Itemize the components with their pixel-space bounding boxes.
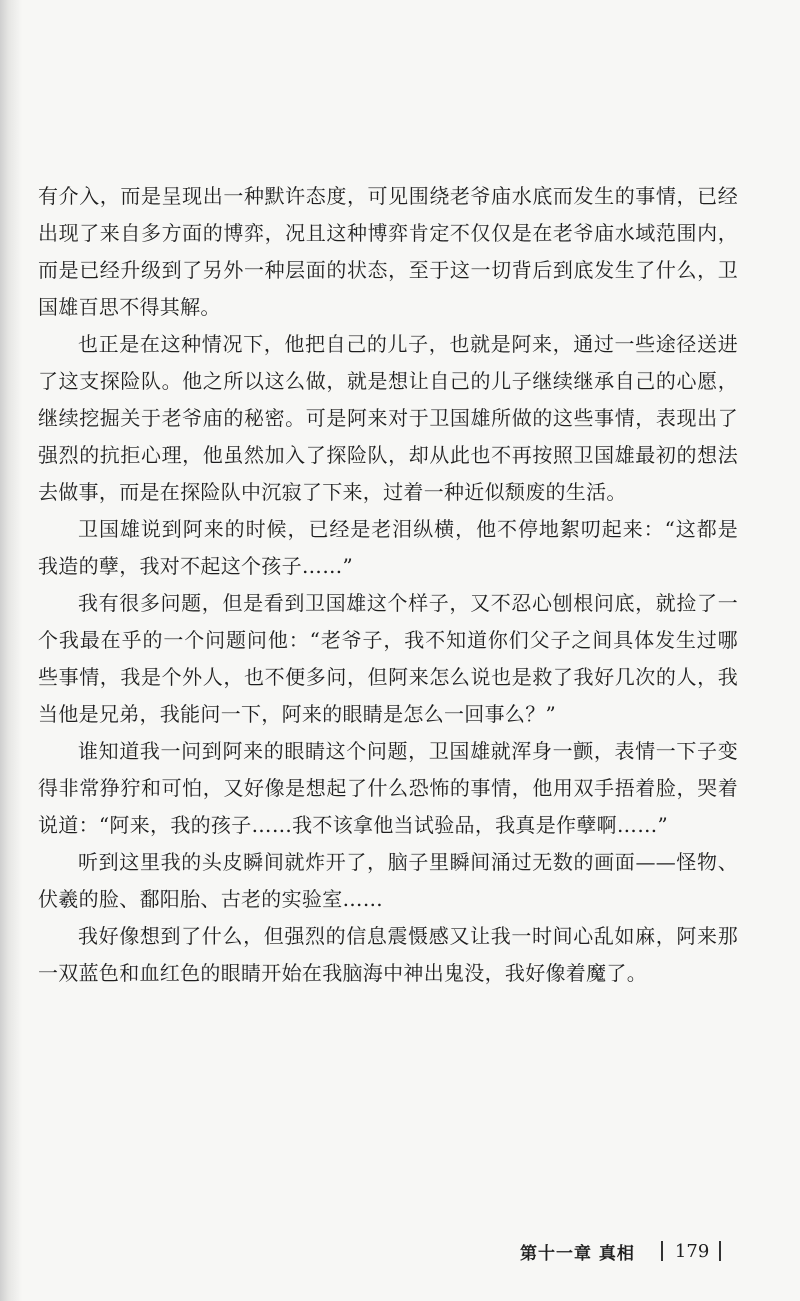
body-text	[38, 178, 738, 992]
chapter-title: 第十一章 真相	[520, 1243, 635, 1264]
page-gutter-shadow	[0, 0, 22, 1301]
paragraph: 也正是在这种情况下，他把自己的儿子，也就是阿来，通过一些途径送进了这支探险队。他之所以这么做，就是想让自己的儿子继续继承自己的心愿，继续挖掘关于老爷庙的秘密。可是阿来对于卫国雄所做的这些事情，表现出了强烈的抗拒心理，他虽然加入了探险队，却从此也不再按照卫国雄最初的想法去做事，而是在探险队中沉寂了下来，过着一种近似颓废的生活。	[38, 332, 738, 504]
paragraph-continued: 有介入，而是呈现出一种默许态度，可见围绕老爷庙水底而发生的事情，已经出现了来自多方面的博弈，况且这种博弈肯定不仅仅是在老爷庙水域范围内，而是已经升级到了另外一种层面的状态，至于这一切背后到底发生了什么，卫国雄百思不得其解。	[38, 184, 738, 319]
paragraph: 我好像想到了什么，但强烈的信息震慑感又让我一时间心乱如麻，阿来那一双蓝色和血红色的眼睛开始在我脑海中神出鬼没，我好像着魔了。	[38, 924, 738, 985]
footer-divider	[661, 1241, 663, 1261]
paragraph: 我有很多问题，但是看到卫国雄这个样子，又不忍心刨根问底，就捡了一个我最在乎的一个问题问他：“老爷子，我不知道你们父子之间具体发生过哪些事情，我是个外人，也不便多问，但阿来怎么说也是救了我好几次的人，我当他是兄弟，我能问一下，阿来的眼睛是怎么一回事么？”	[38, 591, 738, 726]
paragraph: 谁知道我一问到阿来的眼睛这个问题，卫国雄就浑身一颤，表情一下子变得非常狰狞和可怕，又好像是想起了什么恐怖的事情，他用双手捂着脸，哭着说道：“阿来，我的孩子……我不该拿他当试验品，我真是作孽啊……”	[38, 739, 738, 837]
footer-divider	[719, 1241, 721, 1261]
page-footer	[520, 1236, 721, 1266]
paragraph: 听到这里我的头皮瞬间就炸开了，脑子里瞬间涌过无数的画面——怪物、伏羲的脸、鄱阳胎、古老的实验室……	[38, 850, 738, 911]
page-number: 179	[674, 1240, 710, 1262]
paragraph: 卫国雄说到阿来的时候，已经是老泪纵横，他不停地絮叨起来：“这都是我造的孽，我对不起这个孩子……”	[38, 517, 738, 578]
